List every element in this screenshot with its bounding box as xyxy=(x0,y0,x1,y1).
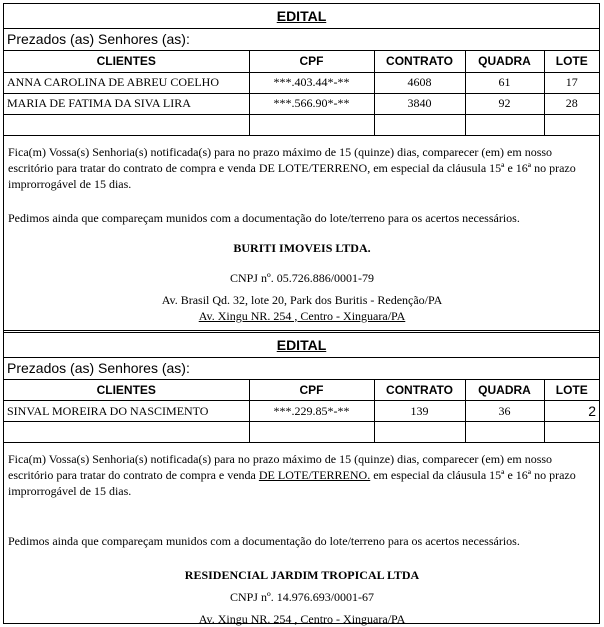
header-cpf: CPF xyxy=(249,51,374,72)
table-header-row xyxy=(4,380,599,401)
table-row xyxy=(4,401,599,422)
company-name: BURITI IMOVEIS LTDA. xyxy=(233,240,371,255)
company-cnpj: CNPJ nº. 05.726.886/0001-79 xyxy=(229,270,375,285)
cell-quadra: 92 xyxy=(465,93,544,114)
header-clientes: CLIENTES xyxy=(4,380,249,401)
table-row-empty xyxy=(4,114,599,135)
notice-paragraph: Fica(m) Vossa(s) Senhoria(s) notificada(s) para no prazo máximo de 15 (quinze) dias, comparecer (em) em nosso escritório para tratar do contrato de compra e venda DE LOTE/TERRENO. em especial da cláusula 15ª e 16ª no prazo improrrogável de 15 dias. xyxy=(8,452,576,498)
company-address-1: Av. Brasil Qd. 32, lote 20, Park dos Buritis - Redenção/PA xyxy=(161,292,443,307)
edital-sheet xyxy=(3,3,600,624)
edital-title-text: EDITAL xyxy=(276,8,327,24)
greeting: Prezados (as) Senhores (as): xyxy=(4,29,599,51)
cell-lote: 28 xyxy=(544,93,599,114)
company-name: RESIDENCIAL JARDIM TROPICAL LTDA xyxy=(184,568,420,582)
header-lote: LOTE xyxy=(544,51,599,72)
cell-cliente: ANNA CAROLINA DE ABREU COELHO xyxy=(4,72,249,93)
cell-cliente: MARIA DE FATIMA DA SIVA LIRA xyxy=(4,93,249,114)
clients-table xyxy=(4,380,599,444)
company-cnpj: CNPJ nº. 14.976.693/0001-67 xyxy=(229,590,375,604)
section-divider xyxy=(4,330,599,331)
edital-title xyxy=(4,4,599,29)
cell-quadra: 61 xyxy=(465,72,544,93)
edital-section-1 xyxy=(4,4,599,330)
header-cpf: CPF xyxy=(249,380,374,401)
cell-quadra: 36 xyxy=(465,401,544,422)
notice-block xyxy=(4,136,599,330)
header-clientes: CLIENTES xyxy=(4,51,249,72)
company-address-1: Av. Xingu NR. 254 , Centro - Xinguara/PA xyxy=(198,612,406,626)
clients-table xyxy=(4,51,599,136)
edital-section-2 xyxy=(4,333,599,624)
cell-lote: 2 xyxy=(544,401,599,422)
header-quadra: QUADRA xyxy=(465,51,544,72)
table-row xyxy=(4,93,599,114)
cell-lote: 17 xyxy=(544,72,599,93)
cell-cpf: ***.566.90*-** xyxy=(249,93,374,114)
header-lote: LOTE xyxy=(544,380,599,401)
table-header-row xyxy=(4,51,599,72)
table-row xyxy=(4,72,599,93)
company-address-2: Av. Xingu NR. 254 , Centro - Xinguara/PA xyxy=(198,308,406,323)
table-row-empty xyxy=(4,422,599,443)
cell-cpf: ***.229.85*-** xyxy=(249,401,374,422)
header-contrato: CONTRATO xyxy=(374,51,465,72)
edital-title-text: EDITAL xyxy=(276,336,327,353)
header-quadra: QUADRA xyxy=(465,380,544,401)
greeting: Prezados (as) Senhores (as): xyxy=(4,358,599,380)
notice-paragraph: Fica(m) Vossa(s) Senhoria(s) notificada(s) para no prazo máximo de 15 (quinze) dias, comparecer (em) em nosso escritório para tratar do contrato de compra e venda DE LOTE/TERRENO, em especial da cláusula 15ª e 16ª no prazo improrrogável de 15 dias. xyxy=(8,144,576,191)
cell-cliente: SINVAL MOREIRA DO NASCIMENTO xyxy=(4,401,249,422)
edital-title xyxy=(4,333,599,358)
cell-contrato: 139 xyxy=(374,401,465,422)
request-paragraph: Pedimos ainda que compareçam munidos com a documentação do lote/terreno para os acertos necessários. xyxy=(8,210,520,225)
cell-contrato: 3840 xyxy=(374,93,465,114)
notice-block xyxy=(4,443,599,626)
cell-contrato: 4608 xyxy=(374,72,465,93)
header-contrato: CONTRATO xyxy=(374,380,465,401)
request-paragraph: Pedimos ainda que compareçam munidos com a documentação do lote/terreno para os acertos necessários. xyxy=(8,534,520,548)
cell-cpf: ***.403.44*-** xyxy=(249,72,374,93)
